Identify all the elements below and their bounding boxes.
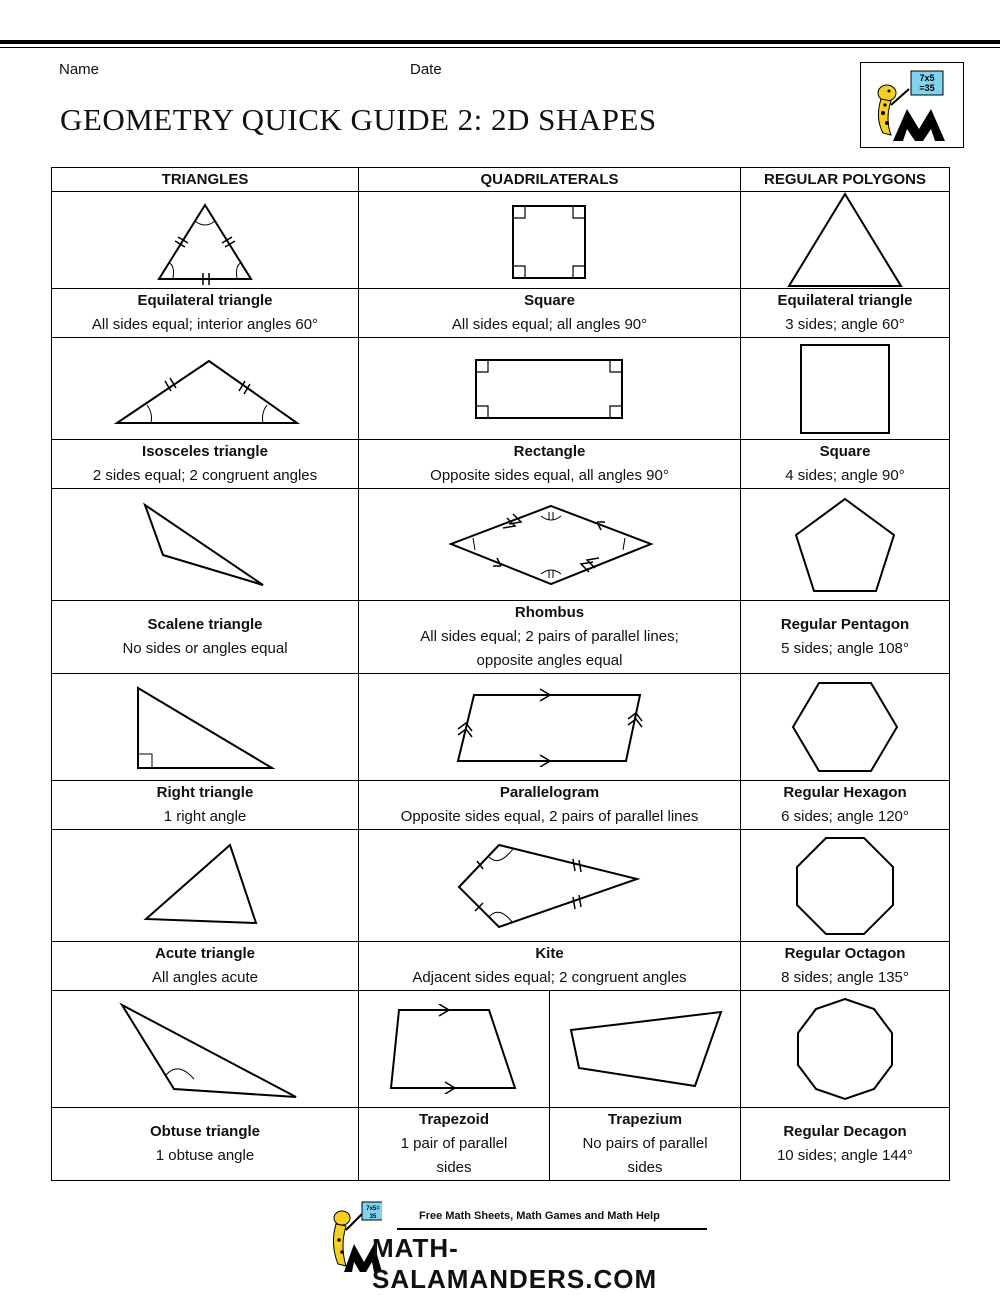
regular-triangle-figure bbox=[741, 192, 950, 289]
footer-tagline: Free Math Sheets, Math Games and Math Help bbox=[419, 1210, 660, 1222]
rectangle-icon bbox=[470, 354, 630, 424]
shape-desc-cont: sides bbox=[627, 1159, 663, 1176]
shape-desc: Adjacent sides equal; 2 congruent angles bbox=[412, 969, 687, 986]
regular-pentagon-figure bbox=[741, 489, 950, 601]
trapezium-figure bbox=[550, 991, 741, 1108]
regular-pentagon-icon bbox=[790, 495, 900, 595]
shape-desc: 2 sides equal; 2 congruent angles bbox=[92, 467, 318, 484]
kite-figure bbox=[359, 830, 741, 942]
obtuse-triangle-icon bbox=[110, 999, 300, 1099]
shape-name: Obtuse triangle bbox=[149, 1123, 261, 1140]
shape-name: Parallelogram bbox=[499, 784, 600, 801]
shape-desc: 1 right angle bbox=[163, 808, 247, 825]
equilateral-triangle-cell bbox=[52, 289, 359, 338]
shape-name: Regular Octagon bbox=[784, 945, 906, 962]
shape-name: Trapezoid bbox=[418, 1111, 489, 1128]
shape-desc: 6 sides; angle 120° bbox=[781, 808, 909, 825]
square-figure bbox=[359, 192, 741, 289]
shape-desc-cont: opposite angles equal bbox=[476, 652, 623, 669]
right-triangle-icon bbox=[130, 682, 280, 772]
regular-decagon-icon bbox=[793, 997, 897, 1101]
column-header-triangles: TRIANGLES bbox=[52, 168, 359, 192]
obtuse-triangle-cell bbox=[52, 1108, 359, 1181]
scalene-triangle-figure bbox=[52, 489, 359, 601]
shape-desc: All angles acute bbox=[152, 969, 258, 986]
shape-name: Rhombus bbox=[514, 604, 585, 621]
regular-decagon-figure bbox=[741, 991, 950, 1108]
column-header-quadrilaterals: QUADRILATERALS bbox=[359, 168, 741, 192]
shape-desc: 3 sides; angle 60° bbox=[785, 316, 905, 333]
shape-desc: 4 sides; angle 90° bbox=[785, 467, 905, 484]
shape-desc: All sides equal; interior angles 60° bbox=[91, 316, 319, 333]
name-label: Name bbox=[59, 61, 100, 78]
kite-icon bbox=[455, 839, 645, 933]
shape-desc: No pairs of parallel bbox=[582, 1135, 708, 1152]
shape-name: Regular Pentagon bbox=[780, 616, 910, 633]
scalene-triangle-icon bbox=[135, 499, 275, 591]
shape-name: Kite bbox=[535, 945, 564, 962]
shape-name: Right triangle bbox=[156, 784, 254, 801]
rhombus-figure bbox=[359, 489, 741, 601]
rectangle-figure bbox=[359, 338, 741, 440]
page-title: GEOMETRY QUICK GUIDE 2: 2D SHAPES bbox=[60, 102, 657, 137]
isosceles-triangle-figure bbox=[52, 338, 359, 440]
equilateral-triangle-icon bbox=[145, 195, 265, 285]
shape-desc: No sides or angles equal bbox=[122, 640, 288, 657]
trapezium-icon bbox=[565, 1006, 725, 1092]
shape-name: Square bbox=[524, 292, 575, 309]
parallelogram-cell bbox=[359, 781, 741, 830]
acute-triangle-figure bbox=[52, 830, 359, 942]
regular-square-icon bbox=[795, 341, 895, 437]
footer-site-link[interactable]: MATH-SALAMANDERS.COM bbox=[372, 1233, 658, 1294]
rectangle-cell bbox=[359, 440, 741, 489]
salamander-logo bbox=[860, 62, 964, 148]
square-cell bbox=[359, 289, 741, 338]
shape-name: Regular Decagon bbox=[783, 1123, 907, 1140]
square-icon bbox=[505, 198, 595, 282]
shapes-table bbox=[51, 167, 950, 1181]
footer bbox=[322, 1200, 712, 1294]
regular-triangle-icon bbox=[785, 192, 905, 288]
shape-desc: 1 obtuse angle bbox=[155, 1147, 255, 1164]
isosceles-triangle-cell bbox=[52, 440, 359, 489]
column-header-regular-polygons: REGULAR POLYGONS bbox=[741, 168, 950, 192]
shape-name: Equilateral triangle bbox=[137, 292, 273, 309]
shape-desc: 10 sides; angle 144° bbox=[776, 1147, 914, 1164]
regular-pentagon-cell bbox=[741, 601, 950, 674]
salamander-logo-icon bbox=[861, 63, 963, 147]
footer-logo-text-top: 7x5= bbox=[366, 1206, 380, 1212]
shape-desc: All sides equal; all angles 90° bbox=[451, 316, 648, 333]
regular-hexagon-cell bbox=[741, 781, 950, 830]
shape-name: Square bbox=[819, 443, 871, 460]
shape-desc: 8 sides; angle 135° bbox=[781, 969, 909, 986]
footer-rule bbox=[397, 1228, 707, 1230]
shape-name: Isosceles triangle bbox=[142, 443, 268, 460]
footer-logo-text-bottom: 35 bbox=[369, 1214, 377, 1220]
parallelogram-icon bbox=[450, 687, 650, 767]
shape-name: Rectangle bbox=[513, 443, 586, 460]
shape-desc: Opposite sides equal, all angles 90° bbox=[430, 467, 669, 484]
shape-desc: 5 sides; angle 108° bbox=[781, 640, 909, 657]
shape-name: Trapezium bbox=[607, 1111, 683, 1128]
shape-name: Scalene triangle bbox=[147, 616, 263, 633]
scalene-triangle-cell bbox=[52, 601, 359, 674]
regular-octagon-cell bbox=[741, 942, 950, 991]
rhombus-cell bbox=[359, 601, 741, 674]
regular-octagon-figure bbox=[741, 830, 950, 942]
acute-triangle-cell bbox=[52, 942, 359, 991]
right-triangle-figure bbox=[52, 674, 359, 781]
rhombus-icon bbox=[445, 500, 655, 590]
shape-desc-cont: sides bbox=[436, 1159, 472, 1176]
regular-hexagon-icon bbox=[787, 679, 903, 775]
equilateral-triangle-figure bbox=[52, 192, 359, 289]
trapezoid-icon bbox=[387, 1004, 521, 1094]
shape-name: Equilateral triangle bbox=[777, 292, 913, 309]
isosceles-triangle-icon bbox=[105, 349, 305, 429]
shape-name: Regular Hexagon bbox=[783, 784, 907, 801]
regular-square-figure bbox=[741, 338, 950, 440]
regular-octagon-icon bbox=[793, 834, 897, 938]
parallelogram-figure bbox=[359, 674, 741, 781]
top-rule-thin bbox=[0, 47, 1000, 48]
shape-desc: Opposite sides equal, 2 pairs of parallel lines bbox=[400, 808, 699, 825]
acute-triangle-icon bbox=[140, 841, 270, 931]
trapezoid-figure bbox=[359, 991, 550, 1108]
shape-desc: 1 pair of parallel bbox=[400, 1135, 508, 1152]
trapezoid-cell bbox=[359, 1108, 550, 1181]
kite-cell bbox=[359, 942, 741, 991]
trapezium-cell bbox=[550, 1108, 741, 1181]
regular-hexagon-figure bbox=[741, 674, 950, 781]
obtuse-triangle-figure bbox=[52, 991, 359, 1108]
logo-text-bottom: =35 bbox=[919, 83, 935, 93]
regular-square-cell bbox=[741, 440, 950, 489]
top-rule-thick bbox=[0, 40, 1000, 44]
regular-triangle-cell bbox=[741, 289, 950, 338]
logo-text-top: 7x5 bbox=[919, 73, 935, 83]
regular-decagon-cell bbox=[741, 1108, 950, 1181]
shape-name: Acute triangle bbox=[154, 945, 256, 962]
shape-desc: All sides equal; 2 pairs of parallel lines; bbox=[420, 628, 679, 645]
date-label: Date bbox=[410, 61, 442, 78]
right-triangle-cell bbox=[52, 781, 359, 830]
